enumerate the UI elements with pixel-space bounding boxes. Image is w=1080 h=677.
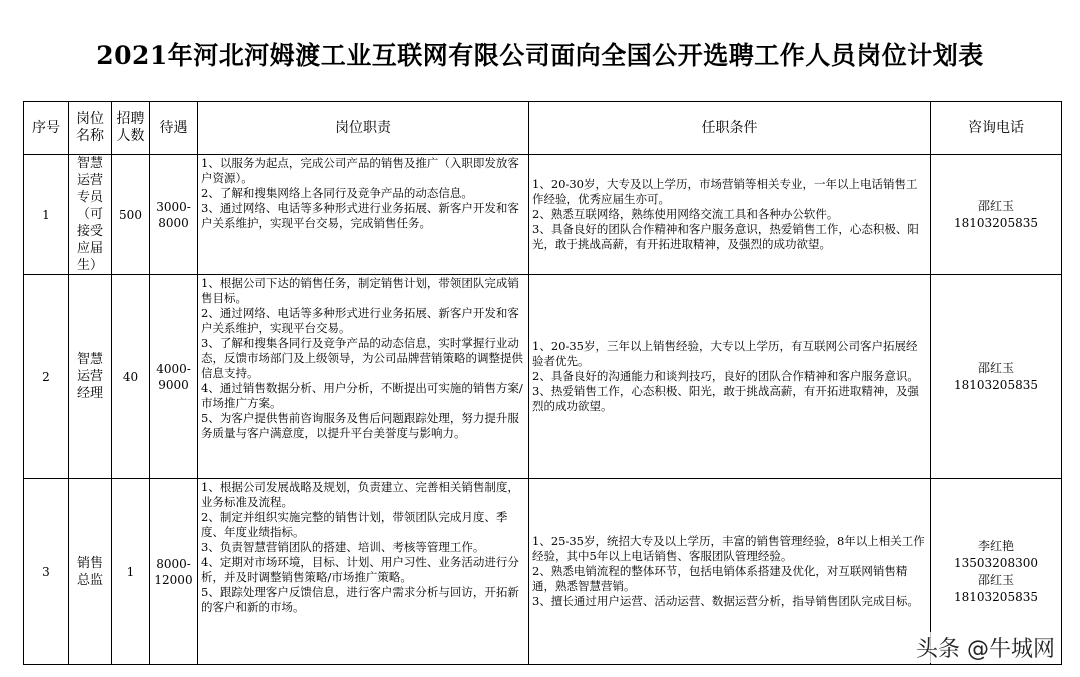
row-duty — [198, 275, 529, 479]
req-line: 1、20-35岁，三年以上销售经验，大专以上学历，有互联网公司客户拓展经验者优先。 — [532, 339, 918, 368]
row-pay: 3000-8000 — [150, 155, 198, 275]
page-title: 2021年河北河姆渡工业互联网有限公司面向全国公开选聘工作人员岗位计划表 — [96, 41, 984, 70]
job-plan-table — [23, 101, 1062, 665]
duty-line: 5、跟踪处理客户反馈信息，进行客户需求分析与回访，开拓新的客户和新的市场。 — [201, 585, 519, 614]
row-count: 500 — [112, 155, 150, 275]
duty-line: 4、通过销售数据分析、用户分析，不断提出可实施的销售方案/市场推广方案。 — [201, 381, 523, 410]
header-phone: 咨询电话 — [931, 102, 1062, 155]
table-row — [24, 479, 1062, 665]
header-seq: 序号 — [24, 102, 69, 155]
row-requirements — [529, 155, 931, 275]
header-name: 岗位名称 — [69, 102, 112, 155]
contact-phone: 13503208300 — [954, 555, 1038, 570]
duty-line: 2、了解和搜集网络上各同行及竞争产品的动态信息。 — [201, 186, 473, 200]
row-duty — [198, 479, 529, 665]
row-requirements — [529, 479, 931, 665]
row-pay: 8000-12000 — [150, 479, 198, 665]
row-duty — [198, 155, 529, 275]
contact-name: 邵红玉 — [977, 198, 1014, 213]
row-seq: 3 — [24, 479, 69, 665]
header-duty: 岗位职责 — [198, 102, 529, 155]
row-count: 1 — [112, 479, 150, 665]
row-position-name: 智慧运营专员（可接受应届生） — [69, 155, 112, 275]
req-line: 3、具备良好的团队合作精神和客户服务意识，热爱销售工作，心态积极、阳光，敢于挑战高薪，有开拓进取精神，及强烈的成功欲望。 — [532, 222, 919, 251]
table-row — [24, 155, 1062, 275]
contact-name: 邵红玉 — [977, 360, 1014, 375]
duty-line: 1、以服务为起点，完成公司产品的销售及推广（入职即发放客户资源）。 — [201, 156, 519, 185]
row-contact — [931, 275, 1062, 479]
contact-phone: 18103205835 — [954, 215, 1038, 230]
contact-name: 邵红玉 — [977, 572, 1014, 587]
duty-line: 1、根据公司发展战略及规划，负责建立、完善相关销售制度，业务标准及流程。 — [201, 480, 519, 509]
header-count: 招聘人数 — [112, 102, 150, 155]
row-position-name: 智慧运营经理 — [69, 275, 112, 479]
row-seq: 2 — [24, 275, 69, 479]
header-req: 任职条件 — [529, 102, 931, 155]
duty-line: 4、定期对市场环境，目标、计划、用户习性、业务活动进行分析，并及时调整销售策略/市场推广策略。 — [201, 555, 519, 584]
watermark: 头条 @牛城网 — [913, 632, 1058, 663]
duty-line: 3、了解和搜集各同行及竞争产品的动态信息，实时掌握行业动态，反馈市场部门及上级领导，为公司品牌营销策略的调整提供信息支持。 — [201, 336, 523, 380]
duty-line: 2、通过网络、电话等多种形式进行业务拓展、新客户开发和客户关系维护，实现平台交易。 — [201, 306, 519, 335]
req-line: 3、擅长通过用户运营、活动运营、数据运营分析，指导销售团队完成目标。 — [532, 594, 919, 608]
header-pay: 待遇 — [150, 102, 198, 155]
row-count: 40 — [112, 275, 150, 479]
req-line: 2、熟悉电销流程的整体环节，包括电销体系搭建及优化，对互联网销售精通，熟悉智慧营销。 — [532, 564, 908, 593]
contact-name: 李红艳 — [977, 538, 1014, 553]
contact-phone: 18103205835 — [954, 377, 1038, 392]
duty-line: 5、为客户提供售前咨询服务及售后问题跟踪处理，努力提升服务质量与客户满意度，以提升平台美誉度与影响力。 — [201, 411, 519, 440]
duty-line: 3、负责智慧营销团队的搭建、培训、考核等管理工作。 — [201, 540, 485, 554]
row-requirements — [529, 275, 931, 479]
row-contact — [931, 155, 1062, 275]
row-position-name: 销售总监 — [69, 479, 112, 665]
duty-line: 2、制定并组织实施完整的销售计划，带领团队完成月度、季度、年度业绩指标。 — [201, 510, 508, 539]
table-header-row — [24, 102, 1062, 155]
contact-phone: 18103205835 — [954, 589, 1038, 604]
req-line: 2、具备良好的沟通能力和谈判技巧，良好的团队合作精神和客户服务意识。 — [532, 369, 919, 383]
row-seq: 1 — [24, 155, 69, 275]
table-row — [24, 275, 1062, 479]
duty-line: 3、通过网络、电话等多种形式进行业务拓展、新客户开发和客户关系维护，实现平台交易，完成销售任务。 — [201, 201, 519, 230]
duty-line: 1、根据公司下达的销售任务，制定销售计划，带领团队完成销售目标。 — [201, 276, 519, 305]
row-pay: 4000-9000 — [150, 275, 198, 479]
req-line: 1、20-30岁，大专及以上学历，市场营销等相关专业，一年以上电话销售工作经验，优秀应届生亦可。 — [532, 177, 918, 206]
req-line: 3、热爱销售工作，心态积极、阳光，敢于挑战高薪，有开拓进取精神，及强烈的成功欲望。 — [532, 384, 919, 413]
req-line: 2、熟悉互联网络，熟练使用网络交流工具和各种办公软件。 — [532, 207, 839, 221]
req-line: 1、25-35岁，统招大专及以上学历，丰富的销售管理经验，8年以上相关工作经验，其中5年以上电话销售、客服团队管理经验。 — [532, 534, 925, 563]
